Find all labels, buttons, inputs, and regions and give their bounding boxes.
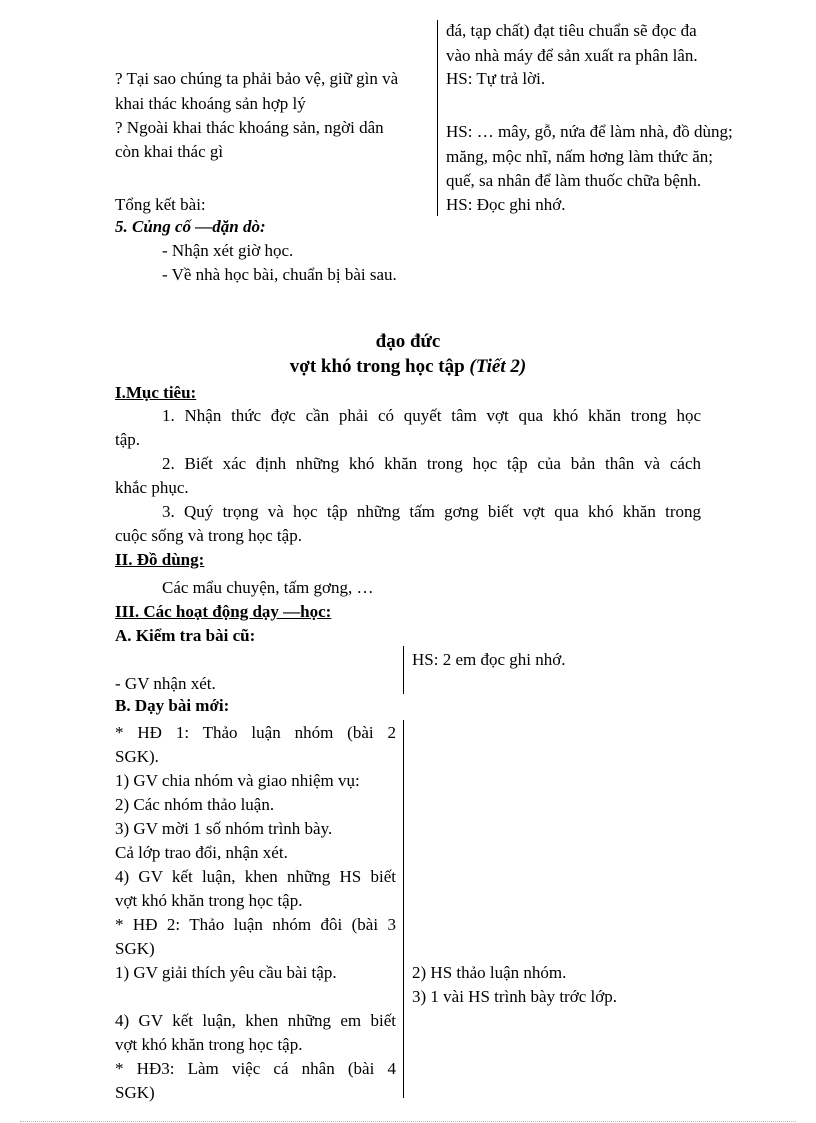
right-col-line: măng, mộc nhĩ, nấm hơng làm thức ăn; [446, 147, 714, 166]
review-heading: A. Kiểm tra bài cũ: [115, 626, 256, 645]
left-col-line: ? Ngoài khai thác khoáng sản, ngời dân [115, 118, 384, 137]
activity-line: SGK). [115, 747, 159, 766]
lesson-title-suffix: (Tiết 2) [469, 356, 527, 377]
materials-text: Các mẩu chuyện, tấm gơng, … [162, 578, 374, 597]
objectives-heading: I.Mục tiêu: [115, 383, 197, 402]
activity-line: 3) GV mời 1 số nhóm trình bày. [115, 819, 333, 838]
objective-line: cuộc sống và trong học tập. [115, 526, 302, 545]
activity-line: vợt khó khăn trong học tập. [115, 1035, 303, 1054]
right-col-line: HS: … mây, gỗ, nứa để làm nhà, đồ dùng; [446, 122, 733, 141]
consolidation-item: - Nhận xét giờ học. [162, 241, 294, 260]
column-divider-top [437, 20, 438, 216]
activity-line: 4) GV kết luận, khen những em biết [115, 1011, 396, 1030]
left-col-line: khai thác khoáng sản hợp lý [115, 94, 306, 113]
activity-line: * HĐ3: Làm việc cá nhân (bài 4 [115, 1059, 396, 1078]
objective-line: 3. Quý trọng và học tập những tấm gơng biết vợt qua khó khăn trong [162, 502, 701, 521]
activity-response: 3) 1 vài HS trình bày trớc lớp. [412, 987, 617, 1006]
column-divider-review [403, 646, 404, 694]
objective-line: 1. Nhận thức đợc cần phải có quyết tâm vợt qua khó khăn trong học [162, 406, 701, 425]
left-col-line: còn khai thác gì [115, 142, 224, 161]
objective-line: 2. Biết xác định những khó khăn trong học tập của bản thân và cách [162, 454, 701, 473]
activities-heading: III. Các hoạt động dạy —học: [115, 602, 332, 621]
left-col-line: ? Tại sao chúng ta phải bảo vệ, giữ gìn và [115, 69, 399, 88]
activity-line: Cả lớp trao đổi, nhận xét. [115, 843, 288, 862]
right-col-line: HS: Đọc ghi nhớ. [446, 195, 566, 214]
activity-line: 4) GV kết luận, khen những HS biết [115, 867, 396, 886]
right-col-line: HS: Tự trả lời. [446, 69, 546, 88]
lesson-title-text: vợt khó trong học tập [289, 356, 465, 377]
activity-line: 1) GV chia nhóm và giao nhiệm vụ: [115, 771, 360, 790]
review-right-text: HS: 2 em đọc ghi nhớ. [412, 650, 566, 669]
activity-line: * HĐ 2: Thảo luận nhóm đôi (bài 3 [115, 915, 396, 934]
column-divider-activities [403, 720, 404, 1098]
objective-line: khắc phục. [115, 478, 189, 497]
consolidation-item: - Về nhà học bài, chuẩn bị bài sau. [162, 265, 397, 284]
consolidation-heading: 5. Củng cố —dặn dò: [115, 217, 266, 236]
activity-line: 1) GV giải thích yêu cầu bài tập. [115, 963, 337, 982]
right-col-line: đá, tạp chất) đạt tiêu chuẩn sẽ đọc đa [446, 21, 697, 40]
right-col-line: quế, sa nhân để làm thuốc chữa bệnh. [446, 171, 702, 190]
materials-heading: II. Đồ dùng: [115, 550, 205, 569]
lesson-title [0, 355, 816, 379]
left-col-line: Tổng kết bài: [115, 195, 206, 214]
activity-response: 2) HS thảo luận nhóm. [412, 963, 567, 982]
activity-line: vợt khó khăn trong học tập. [115, 891, 303, 910]
objective-line: tập. [115, 430, 141, 449]
activity-line: SGK) [115, 939, 155, 958]
right-col-line: vào nhà máy để sản xuất ra phân lân. [446, 46, 698, 65]
page-bottom-border [20, 1121, 796, 1122]
activity-line: 2) Các nhóm thảo luận. [115, 795, 275, 814]
new-lesson-heading: B. Dạy bài mới: [115, 696, 230, 715]
activity-line: SGK) [115, 1083, 155, 1102]
review-left-text: - GV nhận xét. [115, 674, 216, 693]
activity-line: * HĐ 1: Thảo luận nhóm (bài 2 [115, 723, 396, 742]
subject-title: đạo đức [375, 331, 441, 352]
